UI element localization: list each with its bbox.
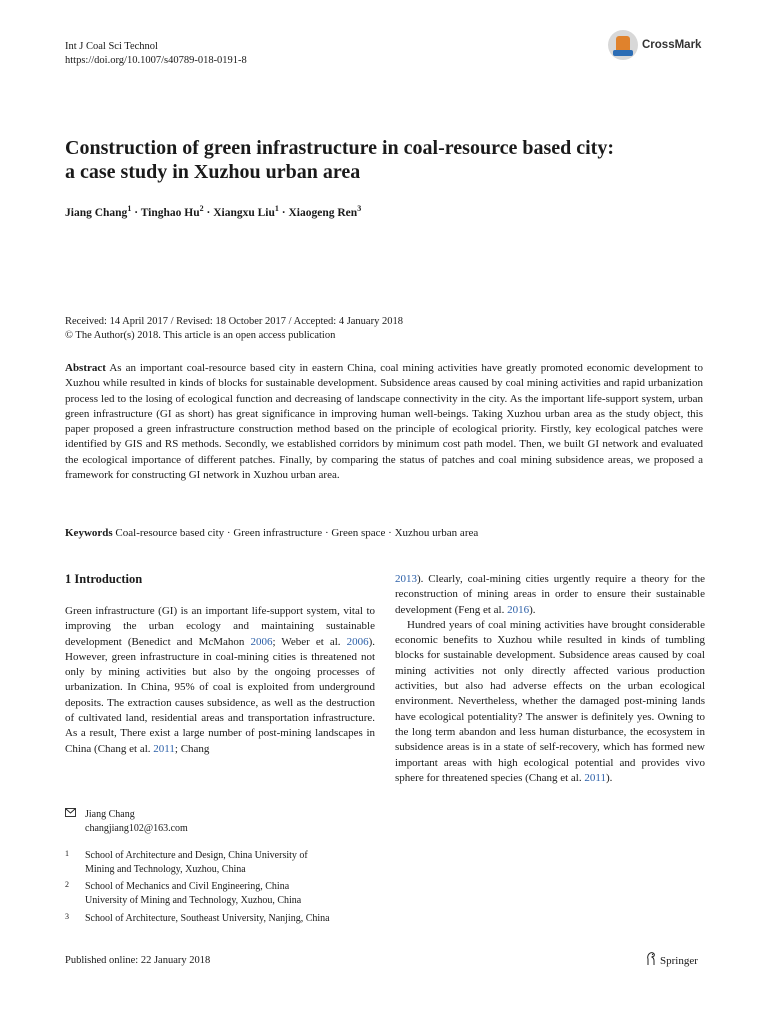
citation-link[interactable]: 2011 — [584, 771, 606, 784]
citation-link[interactable]: 2006 — [346, 635, 369, 648]
citation-link[interactable]: 2016 — [507, 603, 530, 616]
abstract-label: Abstract — [65, 362, 106, 374]
left-column — [65, 604, 375, 757]
citation-link[interactable]: 2006 — [250, 635, 273, 648]
author-name[interactable]: Tinghao Hu — [140, 206, 200, 219]
correspondence-block — [65, 808, 188, 835]
affiliation-item — [65, 849, 375, 876]
body-text: Hundred years of coal mining activities have brought considerable economic benefits to Xuzhou while resulted in kinds of tumbling blocks for sustainable development. Subsidence areas caused by coal mining activities not only directly affected various production activities, but also had adverse effects on the urban ecological environment. Nevertheless, whether the damaged post-mining lands have ecological potentiality? The answer is definitely yes. Owning to the long term abandon and less human disturbance, the ecosystem in subsidence areas is in a state of self-recovery, which has formed new important areas with high ecological potential and provides vivo sphere for threatened species (Chang et al. — [395, 618, 705, 784]
doi-link[interactable]: https://doi.org/10.1007/s40789-018-0191-8 — [65, 55, 247, 66]
envelope-icon — [65, 808, 76, 822]
author-affiliation-mark: 1 — [274, 204, 279, 213]
crossmark-icon — [608, 30, 638, 60]
crossmark-badge[interactable] — [608, 30, 701, 60]
corresponding-author: Jiang Chang — [85, 809, 135, 820]
section-heading: 1 Introduction — [65, 572, 143, 586]
journal-name: Int J Coal Sci Technol — [65, 41, 158, 52]
published-online: Published online: 22 January 2018 — [65, 955, 211, 966]
citation-link[interactable]: 2013 — [395, 573, 417, 585]
abstract — [65, 361, 703, 483]
intro-paragraph-1 — [65, 604, 375, 757]
keywords-list: Coal-resource based city · Green infrastructure · Green space · Xuzhou urban area — [115, 527, 479, 539]
intro-paragraph-3 — [395, 618, 705, 786]
author-affiliation-mark: 1 — [127, 204, 132, 213]
intro-paragraph-2 — [395, 572, 705, 618]
body-text: ). Clearly, coal-mining cities urgently require a theory for the reconstruction of mining areas in order to ensure their sustainable development (Feng et al. — [395, 573, 705, 616]
author-name[interactable]: Xiaogeng Ren — [288, 206, 358, 219]
publisher-logo — [645, 952, 698, 969]
open-access-note: © The Author(s) 2018. This article is an open access publication — [65, 330, 336, 341]
received-dates: Received: 14 April 2017 / Revised: 18 October 2017 / Accepted: 4 January 2018 — [65, 316, 403, 327]
running-header — [65, 40, 247, 68]
affiliation-text: School of Architecture and Design, China University of — [85, 850, 308, 861]
author-name[interactable]: Jiang Chang — [65, 206, 128, 219]
body-text: Green infrastructure (GI) is an important life-support system, vital to improving the urban ecology and maintaining sustainable development (Benedict and McMahon — [65, 605, 375, 648]
paper-title — [65, 136, 614, 184]
author-name[interactable]: Xiangxu Liu — [213, 206, 275, 219]
affiliation-item — [65, 880, 375, 907]
affiliation-text: School of Mechanics and Civil Engineering, China — [85, 881, 290, 892]
crossmark-label: CrossMark — [642, 39, 702, 51]
right-column — [395, 572, 705, 786]
affiliation-text: Mining and Technology, Xuzhou, China — [85, 863, 246, 875]
affiliation-text: University of Mining and Technology, Xuzhou, China — [85, 894, 302, 906]
body-text: ; Weber et al. — [272, 635, 347, 648]
keywords — [65, 526, 478, 541]
affiliation-number: 2 — [65, 880, 69, 889]
affiliation-number: 3 — [65, 912, 69, 921]
corresponding-email[interactable]: changjiang102@163.com — [85, 822, 188, 834]
keywords-label: Keywords — [65, 527, 113, 539]
body-text: ). — [529, 603, 536, 616]
article-history — [65, 315, 403, 343]
title-line-1: Construction of green infrastructure in coal-resource based city: — [65, 137, 614, 159]
author-list: Jiang Chang$^1$ · Tinghao $Hu^2$ · Xiangxu Liu$^1$ · Xiaogeng Ren$^3$ — [65, 204, 362, 219]
affiliation-number: 1 — [65, 849, 69, 858]
publisher-name: Springer — [660, 954, 698, 967]
abstract-text: As an important coal-resource based city in eastern China, coal mining activities have greatly promoted economic development to Xuzhou while resulted in kinds of blocks for sustainable development. Subsidence areas caused by coal mining activities and rapid urbanization process led to the losing of ecological function and decreasing of landscape connectivity in the city. As the important life-support system, urban green infrastructure (GI as short) has great significance in improving human well-beings. Taking Xuzhou urban area as the study object, this paper proposed a green infrastructure construction method based on the principle of ecological priority. Firstly, key ecological patches were identified by GIS and RS methods. Secondly, we established corridors by minimum cost path model. Then, we built GI network and evaluated the ecological importance of different patches. Finally, by comparing the status of patches and coal mining subsidence areas, we proposed a framework for constructing GI network in Xuzhou urban area. — [65, 362, 703, 482]
body-text: ). However, green infrastructure in coal-mining cities is threatened not only by mining activities but also by the ongoing processes of urbanization. In China, 95% of coal is exploited from underground deposits. The extraction causes subsidence, as well as the destruction of cultivated land, residential areas and transportation infrastructure. As a result, There exist a large number of post-mining landscapes in China (Chang et al. — [65, 635, 375, 755]
affiliation-item — [65, 912, 375, 926]
affiliation-text: School of Architecture, Southeast University, Nanjing, China — [85, 913, 330, 924]
title-line-2: a case study in Xuzhou urban area — [65, 161, 361, 183]
author-affiliation-mark: 3 — [357, 204, 362, 213]
body-text: ; Chang — [174, 742, 210, 755]
author-affiliation-mark: 2 — [199, 204, 204, 213]
body-text: ). — [605, 771, 613, 784]
citation-link[interactable]: 2011 — [153, 742, 175, 755]
springer-horse-icon — [645, 952, 657, 969]
